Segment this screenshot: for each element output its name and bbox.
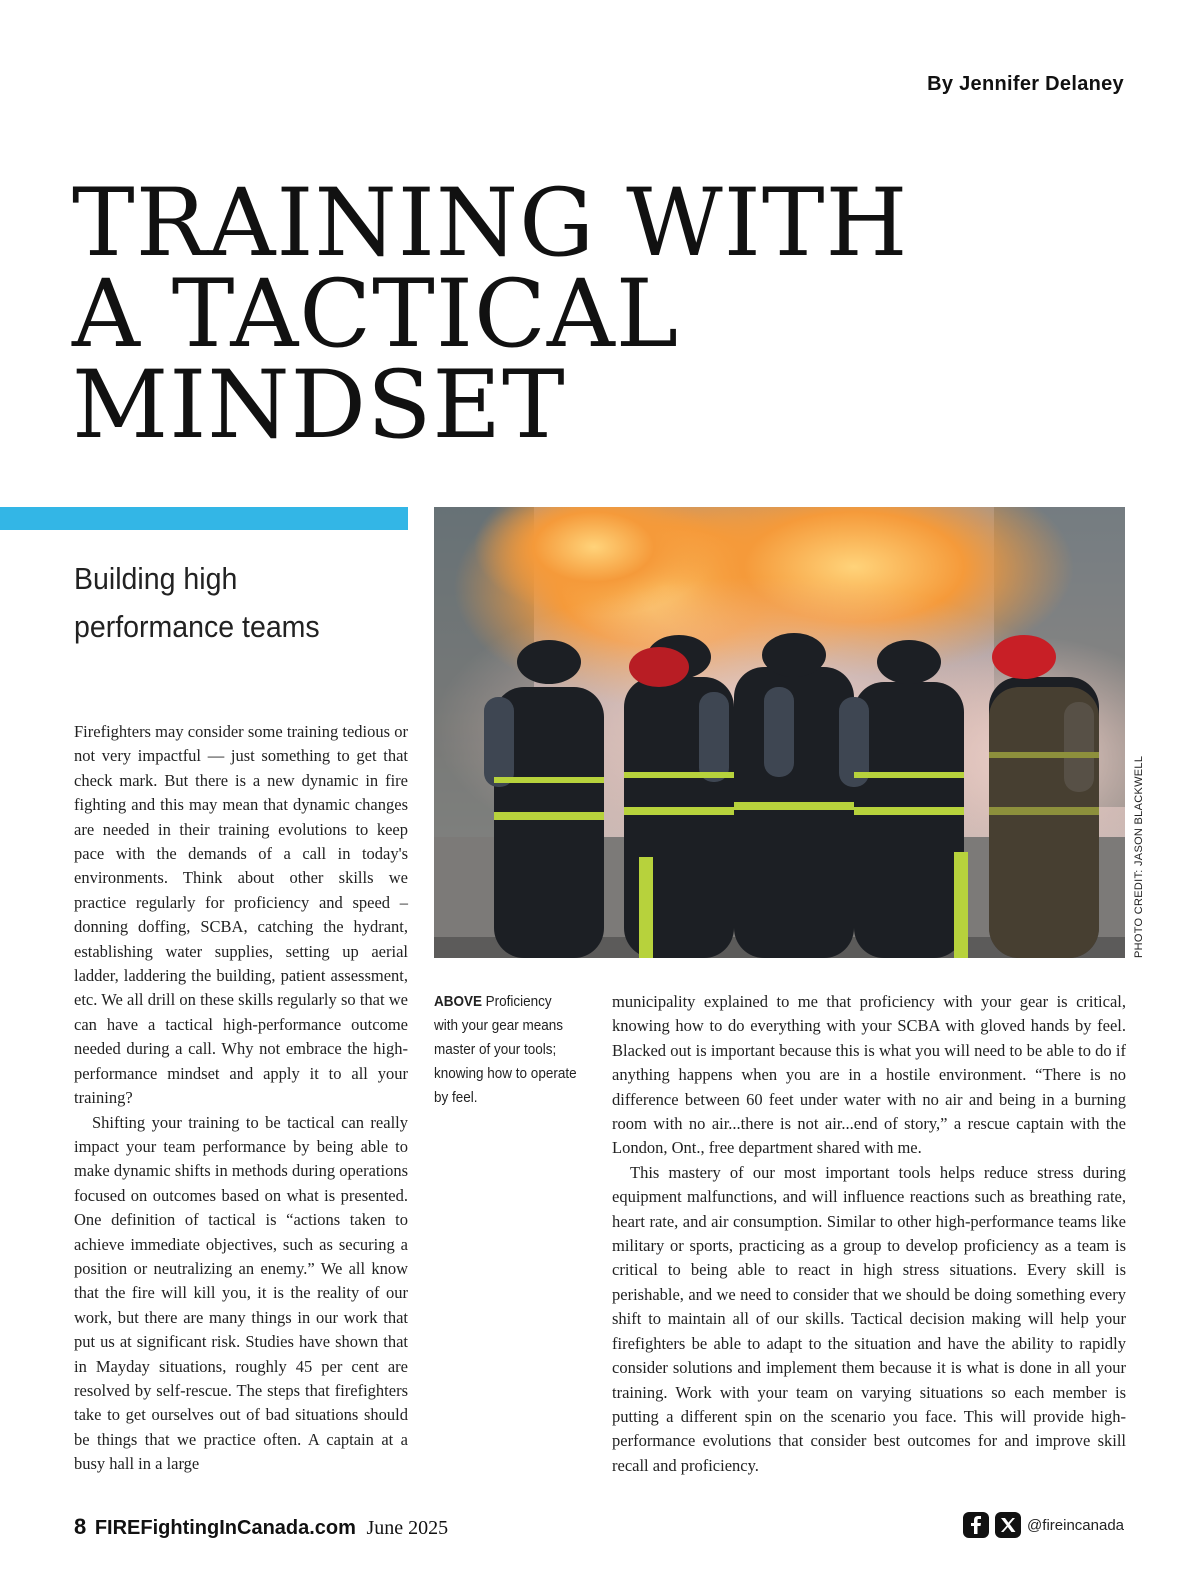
paragraph: municipality explained to me that proficiency with your gear is critical, knowing how to do everything with your SCBA with gloved hands by feel. Blacked out is important because this is what you will need to be able to do if anything happens when you are in a hostile environment. “There is no difference between 60 feet under water with no air and being in a burning room with no air...there is not air...end of story,” a rescue captain with the London, Ont., free department shared with me. bbox=[612, 992, 1126, 1158]
page-number: 8 bbox=[74, 1514, 87, 1539]
caption-text: Proficiency with your gear means master of your tools; knowing how to operate by feel. bbox=[434, 993, 577, 1106]
x-icon[interactable] bbox=[995, 1512, 1021, 1538]
footer-social bbox=[963, 1512, 1124, 1538]
headline-line-1: TRAINING WITH bbox=[72, 169, 909, 278]
caption-label: ABOVE bbox=[434, 993, 483, 1010]
article-column-1 bbox=[74, 720, 408, 1477]
byline: By Jennifer Delaney bbox=[927, 73, 1124, 95]
accent-bar bbox=[0, 507, 408, 530]
headline-line-3: MINDSET bbox=[72, 351, 566, 460]
issue-date: June 2025 bbox=[366, 1517, 449, 1539]
paragraph: Firefighters may consider some training tedious or not very impactful — just something to get that check mark. But there is a new dynamic in fire fighting and this may mean that dynamic changes are needed in their training evolutions to keep pace with the demands of a call in today's environments. Think about other skills we practice regularly for proficiency and speed – donning doffing, SCBA, catching the hydrant, establishing water supplies, setting up aerial ladder, laddering the building, patient assessment, etc. We all drill on these skills regularly so that we can have a tactical high-performance outcome needed during a call. Why not embrace the high-performance mindset and apply it to all your training? bbox=[74, 722, 408, 1108]
headline bbox=[72, 169, 1132, 460]
firefighters-photo bbox=[434, 507, 1125, 958]
facebook-icon[interactable] bbox=[963, 1512, 989, 1538]
photo-caption bbox=[434, 990, 578, 1110]
headline-line-2: A TACTICAL bbox=[72, 260, 680, 369]
paragraph: This mastery of our most important tools helps reduce stress during equipment malfunctions, and will influence reactions such as breathing rate, heart rate, and air consumption. Similar to other high-performance teams like military or sports, practicing as a group to develop proficiency as a team is critical to being able to react in high stress situations. Every skill is perishable, and we need to consider that we should be doing something every shift to maintain all of our skills. Tactical decision making will help your firefighters be able to adapt to the situation and have the ability to rapidly consider solutions and implement them because it is what is done in all your training. Work with your team on varying situations so each member is putting a different spin on the scenario you face. This will provide high-performance evolutions that consider best outcomes for and improve skill recall and proficiency. bbox=[612, 1162, 1126, 1475]
photo-credit: PHOTO CREDIT: JASON BLACKWELL bbox=[1133, 755, 1145, 958]
site-link[interactable]: FIREFightingInCanada.com bbox=[94, 1517, 356, 1539]
article-column-2 bbox=[612, 990, 1126, 1478]
paragraph: Shifting your training to be tactical can really impact your team performance by being able to make dynamic shifts in methods during operations focused on outcomes based on what is presented. One definition of tactical is “actions taken to achieve immediate objectives, such as securing a position or neutralizing an enemy.” We all know that the fire will kill you, it is the reality of our work, but there are many things in our work that put us at significant risk. Studies have shown that in Mayday situations, roughly 45 per cent are resolved by self-rescue. The steps that firefighters take to get ourselves out of bad situations should be things that we practice often. A captain at a busy hall in a large bbox=[74, 1112, 408, 1474]
deck-subtitle: Building high performance teams bbox=[74, 561, 320, 644]
footer-folio bbox=[74, 1514, 448, 1540]
social-handle: @fireincanada bbox=[1027, 1516, 1124, 1534]
